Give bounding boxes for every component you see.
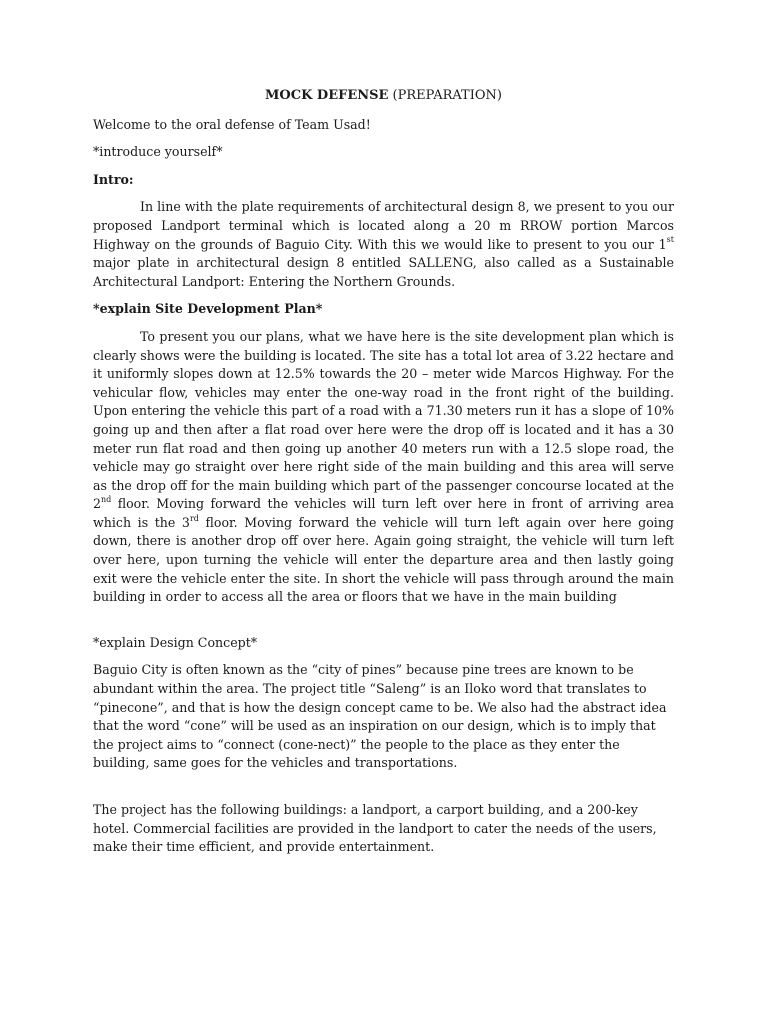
- site-sup-2: rd: [189, 513, 199, 523]
- intro-heading: Intro:: [93, 171, 134, 187]
- site-text-2: floor. Moving forward the vehicles will turn left over here in front of arriving area which is the 3: [93, 496, 674, 530]
- site-text-3: floor. Moving forward the vehicle will turn left again over here going down, there is another drop off over here. Again going straight, the vehicle will turn left over here, upon turning the vehicle will enter the departure area and then lastly going exit were the vehicle enter the site. In short the vehicle will pass through around the main building in order to access all the area or floors that we have in the main building: [93, 514, 674, 605]
- welcome-line: Welcome to the oral defense of Team Usad!: [93, 116, 371, 132]
- intro-text-2: major plate in architectural design 8 entitled SALLENG, also called as a Sustainable Architectural Landport: Entering the Northern Grounds.: [93, 255, 674, 289]
- intro-paragraph: [93, 198, 674, 291]
- page-title: [93, 87, 674, 106]
- concept-heading: *explain Design Concept*: [93, 634, 258, 650]
- concept-paragraph: Baguio City is often known as the “city of pines” because pine trees are known to be abundant within the area. The project title “Saleng” is an Iloko word that translates to “pinecone”, and that is how the design concept came to be. We also had the abstract idea that the word “cone” will be used as an inspiration on our design, which is to imply that the project aims to “connect (cone-nect)” the people to the place as they enter the building, same goes for the vehicles and transportations.: [93, 662, 667, 771]
- introduce-line: *introduce yourself*: [93, 144, 223, 160]
- intro-text-1: In line with the plate requirements of architectural design 8, we present to you our proposed Landport terminal which is located along a 20 m RROW portion Marcos Highway on the grounds of Baguio City. With this we would like to present to you our 1: [93, 199, 674, 252]
- title-main: MOCK DEFENSE: [265, 88, 389, 103]
- title-suffix: (PREPARATION): [388, 88, 502, 103]
- buildings-paragraph: The project has the following buildings: a landport, a carport building, and a 200-key hotel. Commercial facilities are provided in the landport to cater the needs of the users, make their time efficient, and provide entertainment.: [93, 802, 657, 855]
- site-paragraph: [93, 328, 674, 607]
- site-sup-1: nd: [101, 495, 112, 505]
- site-text-1: To present you our plans, what we have here is the site development plan which is clearly shows were the building is located. The site has a total lot area of 3.22 hectare and it uniformly slopes down at 12.5% towards the 20 – meter wide Marcos Highway. For the vehicular flow, vehicles may enter the one-way road in the front right of the building. Upon entering the vehicle this part of a road with a 71.30 meters run it has a slope of 10% going up and then after a flat road over here were the drop off is located and it has a 30 meter run flat road and then going up another 40 meters run with a 12.5 slope road, the vehicle may go straight over here right side of the main building and this area will serve as the drop off for the main building which part of the passenger concourse located at the 2: [93, 328, 674, 512]
- site-heading: *explain Site Development Plan*: [93, 301, 323, 317]
- intro-sup-1: st: [666, 235, 674, 245]
